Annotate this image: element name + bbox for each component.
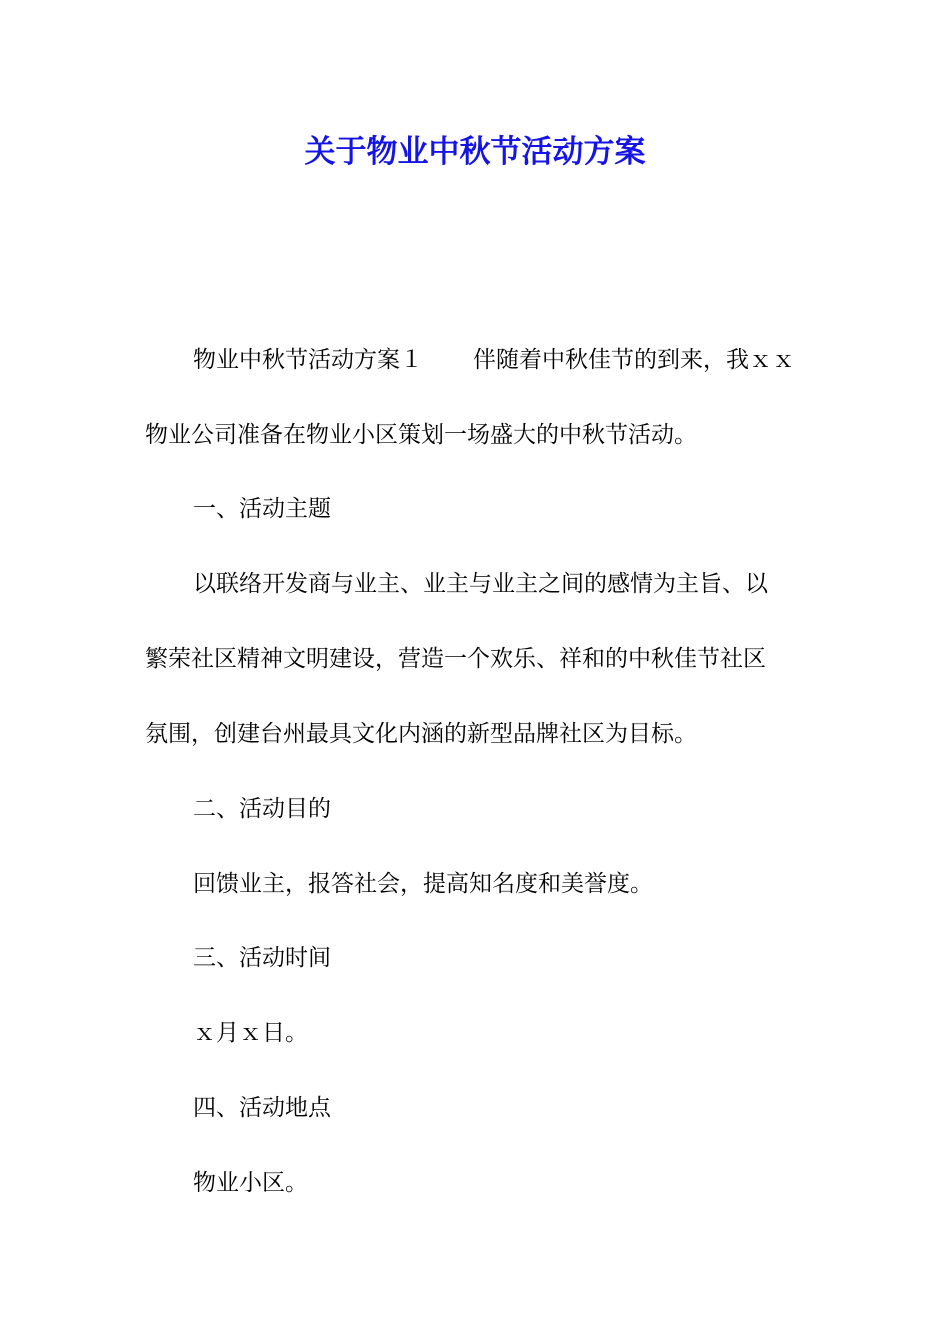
section2-heading: 二、活动目的 (193, 796, 331, 822)
section1-heading: 一、活动主题 (193, 496, 331, 522)
intro-label: 物业中秋节活动方案１ (193, 347, 423, 373)
intro-line-1 (193, 340, 795, 380)
section3-heading: 三、活动时间 (193, 945, 331, 971)
intro-line-2: 物业公司准备在物业小区策划一场盛大的中秋节活动。 (145, 422, 697, 448)
section4-text: 物业小区。 (193, 1170, 308, 1196)
document-title: 关于物业中秋节活动方案 (304, 134, 646, 170)
section1-paragraph-line-1: 以联络开发商与业主、业主与业主之间的感情为主旨、以 (193, 571, 768, 597)
section3-text: ｘ月ｘ日。 (193, 1020, 308, 1046)
section4-heading: 四、活动地点 (193, 1095, 331, 1121)
section1-paragraph-line-2: 繁荣社区精神文明建设，营造一个欢乐、祥和的中秋佳节社区 (145, 646, 766, 672)
intro-text-1: 伴随着中秋佳节的到来，我ｘｘ (473, 347, 795, 373)
section2-text: 回馈业主，报答社会，提高知名度和美誉度。 (193, 871, 653, 897)
section1-paragraph-line-3: 氛围，创建台州最具文化内涵的新型品牌社区为目标。 (145, 721, 697, 747)
